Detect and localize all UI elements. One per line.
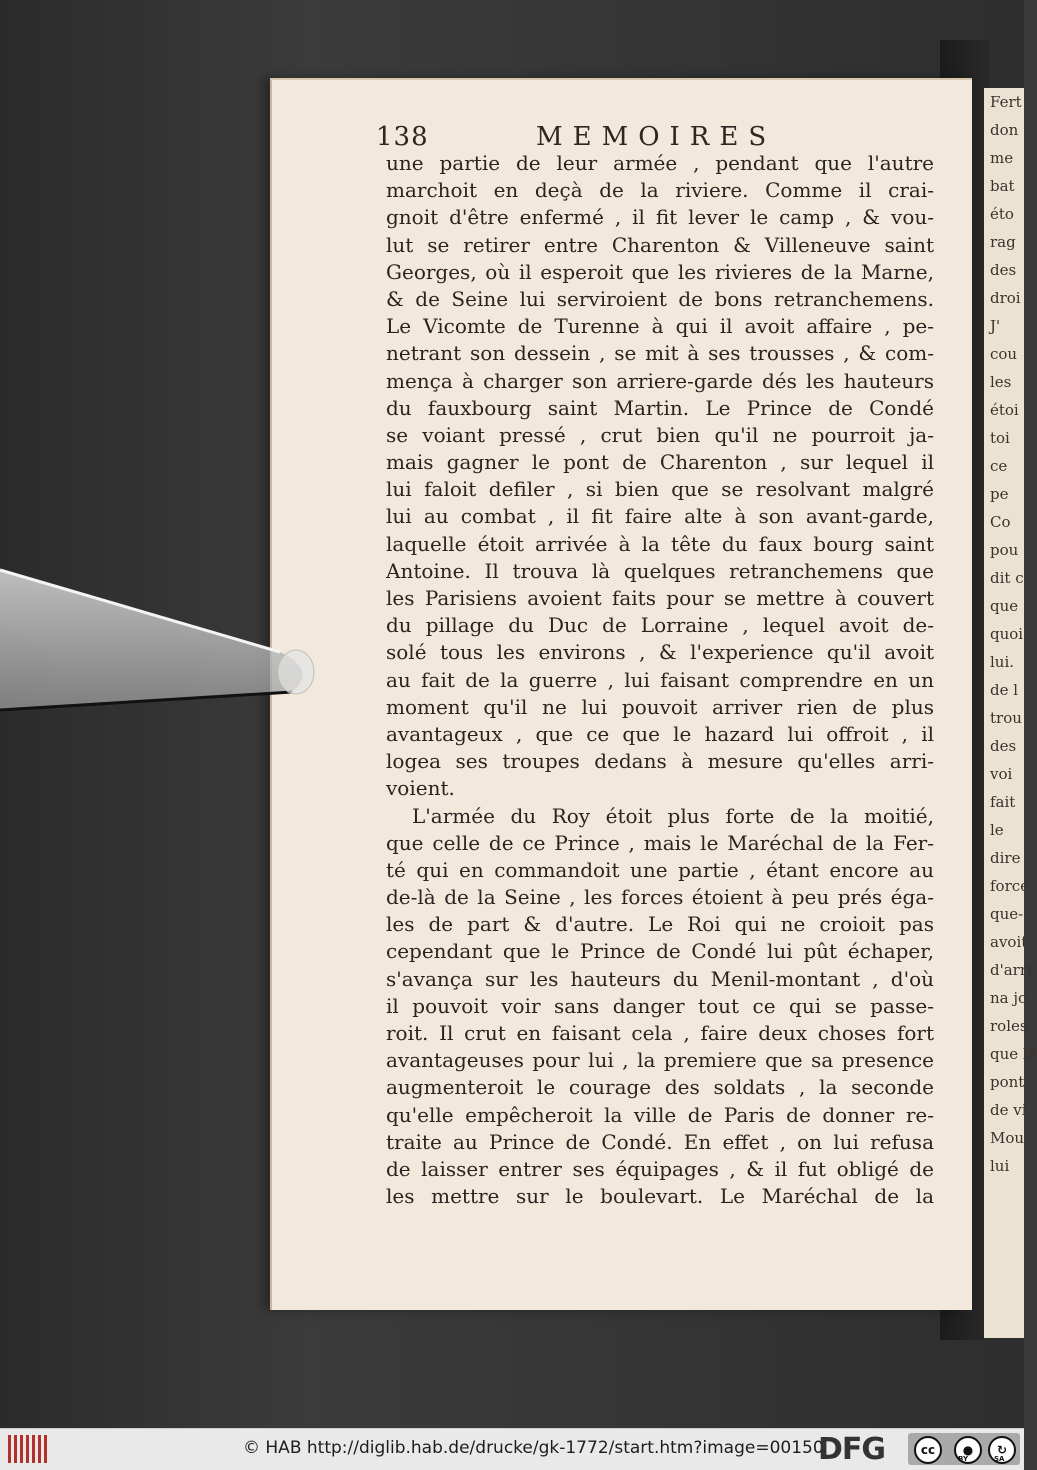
text-line: augmenteroit le courage des soldats , la seconde	[386, 1075, 934, 1100]
text-line: cependant que le Prince de Condé lui pût échaper,	[386, 939, 934, 964]
body-text	[386, 150, 934, 1210]
cc-icon: cc	[914, 1436, 942, 1464]
facing-text-fragment: J'	[990, 317, 1001, 335]
facing-text-fragment: Fert	[990, 93, 1022, 111]
facing-text-fragment: cou	[990, 345, 1018, 363]
text-line: au fait de la guerre , lui faisant comprendre en un	[386, 667, 934, 692]
facing-text-fragment: des	[990, 737, 1017, 755]
book-page-left	[270, 78, 972, 1310]
text-line: voient.	[386, 776, 455, 801]
running-title: MEMOIRES	[536, 122, 777, 152]
text-line: marchoit en deçà de la riviere. Comme il crai-	[386, 178, 934, 203]
facing-text-fragment: que le	[990, 1045, 1037, 1063]
facing-text-fragment: étoi	[990, 401, 1019, 419]
viewer-footer	[0, 1428, 1024, 1470]
text-line: se voiant pressé , crut bien qu'il ne pourroit ja-	[386, 422, 934, 447]
facing-text-fragment: pou	[990, 541, 1019, 559]
facing-text-fragment: des	[990, 261, 1017, 279]
text-line: Georges, où il esperoit que les rivieres de la Marne,	[386, 259, 934, 284]
facing-text-fragment: dit c	[990, 569, 1024, 587]
text-line: moment qu'il ne lui pouvoit arriver rien de plus	[386, 694, 934, 719]
facing-text-fragment: lui	[990, 1157, 1010, 1175]
facing-text-fragment: force	[990, 877, 1030, 895]
facing-text-fragment: que-	[990, 905, 1024, 923]
text-line: de-là de la Seine , les forces étoient à peu prés éga-	[386, 885, 934, 910]
facing-text-fragment: me	[990, 149, 1014, 167]
text-line: lui faloit defiler , si bien que se resolvant malgré	[386, 477, 934, 502]
facing-text-fragment: rag	[990, 233, 1016, 251]
facing-text-fragment: lui.	[990, 653, 1015, 671]
facing-text-fragment: avoit	[990, 933, 1028, 951]
sa-icon: ↻	[988, 1436, 1016, 1464]
facing-text-fragment: bat	[990, 177, 1015, 195]
book-page-right-fragment	[984, 88, 1037, 1338]
text-line: s'avança sur les hauteurs du Menil-montant , d'où	[386, 966, 934, 991]
text-line: les Parisiens avoient faits pour se mettre à couvert	[386, 586, 934, 610]
facing-text-fragment: le	[990, 821, 1004, 839]
facing-text-fragment: les	[990, 373, 1012, 391]
text-line: lut se retirer entre Charenton & Villeneuve saint	[386, 232, 934, 257]
facing-text-fragment: quoi	[990, 625, 1024, 643]
text-line: de laisser entrer ses équipages , & il fut obligé de	[386, 1156, 934, 1181]
text-line: traite au Prince de Condé. En effet , on lui refusa	[386, 1129, 934, 1154]
facing-text-fragment: dire	[990, 849, 1021, 867]
facing-text-fragment: Co	[990, 513, 1011, 531]
dfg-logo: DFG	[818, 1432, 886, 1467]
text-line: lui au combat , il fit faire alte à son avant-garde,	[386, 504, 934, 529]
facing-text-fragment: pe	[990, 485, 1009, 503]
text-line: du fauxbourg saint Martin. Le Prince de Condé	[386, 395, 934, 420]
text-line: mença à charger son arriere-garde dés les hauteurs	[386, 368, 934, 393]
by-label: BY	[958, 1455, 969, 1463]
facing-text-fragment: d'arri	[990, 961, 1032, 979]
facing-text-fragment: Mou	[990, 1129, 1025, 1147]
text-line: té qui en commandoit une partie , étant encore au	[386, 857, 934, 882]
text-line: logea ses troupes dedans à mesure qu'elles arri-	[386, 749, 934, 774]
facing-text-fragment: de l	[990, 681, 1019, 699]
text-line: les de part & d'autre. Le Roi qui ne croioit pas	[386, 912, 934, 937]
text-line: laquelle étoit arrivée à la tête du faux bourg saint	[386, 531, 934, 556]
facing-text-fragment: don	[990, 121, 1019, 139]
text-line: que celle de ce Prince , mais le Maréchal de la Fer-	[386, 830, 934, 855]
by-icon: ●	[954, 1436, 982, 1464]
text-line: qu'elle empêcheroit la ville de Paris de donner re-	[386, 1102, 934, 1127]
text-line: roit. Il crut en faisant cela , faire deux choses fort	[386, 1021, 934, 1045]
facing-text-fragment: ce	[990, 457, 1008, 475]
cc-license-badge	[908, 1433, 1020, 1465]
facing-text-fragment: voi	[990, 765, 1013, 783]
facing-text-fragment: toi	[990, 429, 1010, 447]
facing-text-fragment: de vi	[990, 1101, 1027, 1119]
facing-text-fragment: droi	[990, 289, 1021, 307]
text-line: une partie de leur armée , pendant que l'autre	[386, 151, 934, 175]
facing-text-fragment: fait	[990, 793, 1016, 811]
facing-text-fragment: que	[990, 597, 1019, 615]
facing-text-fragment: éto	[990, 205, 1014, 223]
text-line: mais gagner le pont de Charenton , sur lequel il	[386, 450, 934, 475]
text-line: avantageux , que ce que le hazard lui offroit , il	[386, 721, 934, 746]
sa-label: SA	[994, 1455, 1005, 1463]
facing-text-fragment: na jo	[990, 989, 1028, 1007]
copyright-credit: © HAB http://diglib.hab.de/drucke/gk-1772/start.htm?image=00150	[243, 1438, 824, 1458]
text-line: du pillage du Duc de Lorraine , lequel avoit de-	[386, 613, 934, 638]
text-line: Antoine. Il trouva là quelques retranchemens que	[386, 558, 934, 583]
text-line: gnoit d'être enfermé , il fit lever le camp , & vou-	[386, 205, 934, 230]
text-line: Le Vicomte de Turenne à qui il avoit affaire , pe-	[386, 314, 934, 339]
text-line: & de Seine lui serviroient de bons retranchemens.	[386, 286, 934, 311]
facing-text-fragment: roles	[990, 1017, 1028, 1035]
text-line: L'armée du Roy étoit plus forte de la moitié,	[412, 803, 934, 828]
text-line: netrant son dessein , se mit à ses trousses , & com-	[386, 341, 934, 366]
page-number: 138	[376, 122, 429, 152]
text-line: solé tous les environs , & l'experience qu'il avoit	[386, 640, 934, 665]
facing-text-fragment: pont	[990, 1073, 1025, 1091]
facing-text-fragment: trou	[990, 709, 1022, 727]
text-line: les mettre sur le boulevart. Le Maréchal de la	[386, 1184, 934, 1209]
hab-logo-icon	[8, 1435, 50, 1463]
text-line: il pouvoit voir sans danger tout ce qui se passe-	[386, 993, 934, 1018]
text-line: avantageuses pour lui , la premiere que sa presence	[386, 1048, 934, 1073]
